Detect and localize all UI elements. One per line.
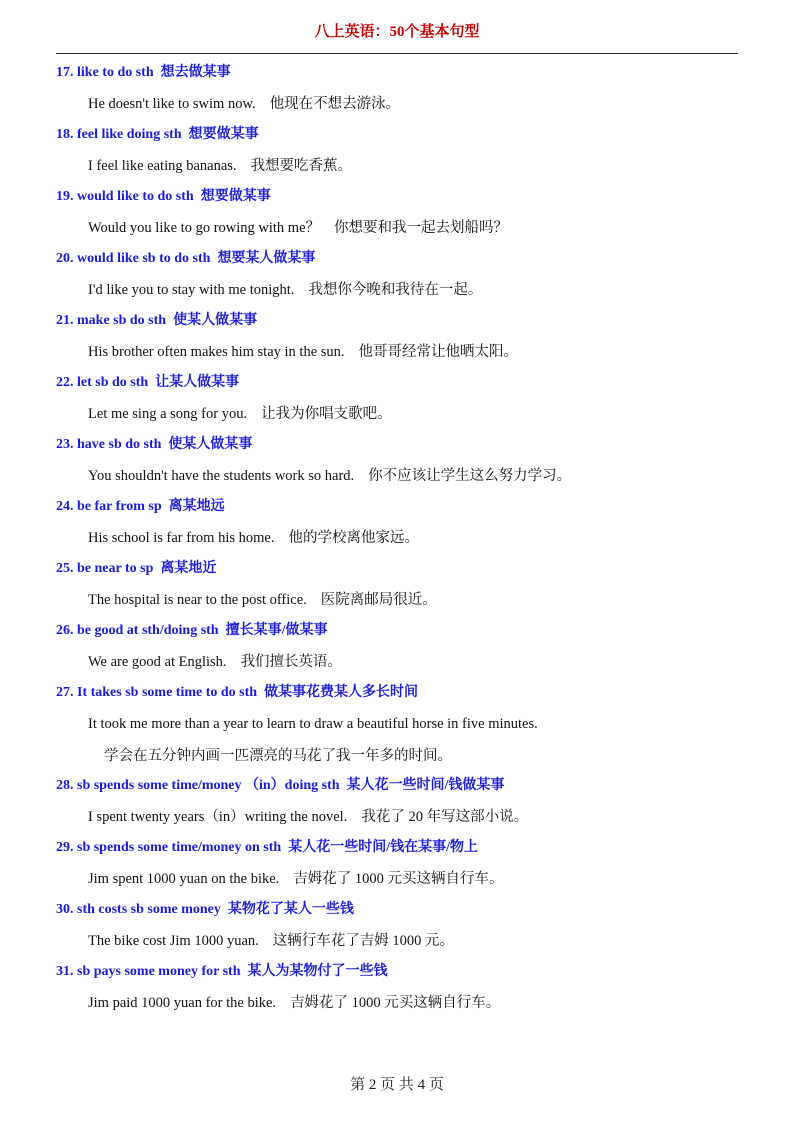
pattern-heading bbox=[56, 959, 746, 985]
pattern-meaning: 做某事花费某人多长时间 bbox=[264, 685, 419, 700]
sentence-pattern-item bbox=[56, 494, 746, 556]
pattern-phrase: sb pays some money for sth bbox=[77, 964, 241, 979]
example-sentence bbox=[56, 148, 746, 184]
pattern-phrase: let sb do sth bbox=[77, 375, 149, 390]
example-chinese: 他的学校离他家远。 bbox=[288, 530, 419, 546]
example-english: The bike cost Jim 1000 yuan. bbox=[88, 933, 259, 949]
sentence-pattern-item bbox=[56, 773, 746, 835]
pattern-heading bbox=[56, 246, 746, 272]
pattern-number: 17. bbox=[56, 65, 74, 80]
pattern-number: 20. bbox=[56, 251, 74, 266]
example-english: It took me more than a year to learn to draw a beautiful horse in five minutes. bbox=[88, 716, 538, 732]
pattern-meaning: 离某地远 bbox=[168, 499, 225, 514]
sentence-pattern-item bbox=[56, 959, 746, 1021]
pattern-number: 22. bbox=[56, 375, 74, 390]
example-chinese: 他哥哥经常让他晒太阳。 bbox=[358, 344, 519, 360]
example-sentence bbox=[56, 861, 746, 897]
example-sentence bbox=[56, 272, 746, 308]
pattern-number: 19. bbox=[56, 189, 74, 204]
pattern-phrase: would like sb to do sth bbox=[77, 251, 211, 266]
sentence-pattern-item bbox=[56, 897, 746, 959]
example-chinese: 你想要和我一起去划船吗？ bbox=[334, 220, 509, 236]
example-english: His school is far from his home. bbox=[88, 530, 275, 546]
example-english: The hospital is near to the post office. bbox=[88, 592, 307, 608]
pattern-number: 27. bbox=[56, 685, 74, 700]
sentence-pattern-item bbox=[56, 618, 746, 680]
example-sentence bbox=[56, 799, 746, 835]
example-english: We are good at English. bbox=[88, 654, 227, 670]
example-english: Jim spent 1000 yuan on the bike. bbox=[88, 871, 280, 887]
example-english: You shouldn't have the students work so hard. bbox=[88, 468, 355, 484]
page-number-footer: 第 2 页 共 4 页 bbox=[350, 1077, 444, 1093]
example-sentence bbox=[56, 210, 746, 246]
example-english: Let me sing a song for you. bbox=[88, 406, 248, 422]
pattern-phrase: make sb do sth bbox=[77, 313, 167, 328]
pattern-phrase: like to do sth bbox=[77, 65, 154, 80]
example-chinese: 我想要吃香蕉。 bbox=[250, 158, 353, 174]
pattern-heading bbox=[56, 184, 746, 210]
example-chinese: 我们擅长英语。 bbox=[240, 654, 343, 670]
pattern-meaning: 使某人做某事 bbox=[173, 313, 258, 328]
sentence-pattern-item bbox=[56, 184, 746, 246]
pattern-number: 26. bbox=[56, 623, 74, 638]
pattern-number: 25. bbox=[56, 561, 74, 576]
example-sentence bbox=[56, 985, 746, 1021]
page-header-title: 八上英语：50个基本句型 bbox=[314, 24, 480, 40]
pattern-heading bbox=[56, 618, 746, 644]
pattern-meaning: 离某地近 bbox=[160, 561, 217, 576]
sentence-pattern-item bbox=[56, 122, 746, 184]
example-english: I spent twenty years（in）writing the novel. bbox=[88, 809, 348, 825]
pattern-number: 28. bbox=[56, 778, 74, 793]
pattern-number: 18. bbox=[56, 127, 74, 142]
pattern-number: 24. bbox=[56, 499, 74, 514]
example-chinese: 我想你今晚和我待在一起。 bbox=[308, 282, 483, 298]
pattern-heading bbox=[56, 773, 746, 799]
pattern-heading bbox=[56, 556, 746, 582]
example-english: I feel like eating bananas. bbox=[88, 158, 237, 174]
pattern-heading bbox=[56, 60, 746, 86]
sentence-pattern-item bbox=[56, 556, 746, 618]
sentence-pattern-item bbox=[56, 246, 746, 308]
example-chinese: 医院离邮局很近。 bbox=[320, 592, 437, 608]
example-sentence bbox=[56, 644, 746, 680]
example-chinese: 你不应该让学生这么努力学习。 bbox=[368, 468, 572, 484]
pattern-meaning: 某人花一些时间/钱做某事 bbox=[346, 778, 505, 793]
pattern-phrase: sb spends some time/money （in）doing sth bbox=[77, 778, 340, 793]
example-english: He doesn't like to swim now. bbox=[88, 96, 256, 112]
sentence-pattern-item bbox=[56, 308, 746, 370]
pattern-number: 30. bbox=[56, 902, 74, 917]
pattern-meaning: 某人为某物付了一些钱 bbox=[247, 964, 388, 979]
pattern-number: 31. bbox=[56, 964, 74, 979]
example-chinese: 他现在不想去游泳。 bbox=[269, 96, 401, 112]
example-english: His brother often makes him stay in the sun. bbox=[88, 344, 345, 360]
pattern-heading bbox=[56, 308, 746, 334]
pattern-phrase: be far from sp bbox=[77, 499, 162, 514]
example-sentence bbox=[56, 334, 746, 370]
example-sentence bbox=[56, 923, 746, 959]
pattern-phrase: sth costs sb some money bbox=[77, 902, 221, 917]
sentence-pattern-list bbox=[56, 60, 746, 1021]
pattern-phrase: be good at sth/doing sth bbox=[77, 623, 219, 638]
pattern-heading bbox=[56, 122, 746, 148]
pattern-phrase: be near to sp bbox=[77, 561, 154, 576]
example-sentence bbox=[56, 706, 746, 742]
pattern-meaning: 想去做某事 bbox=[160, 65, 231, 80]
pattern-meaning: 让某人做某事 bbox=[155, 375, 240, 390]
example-chinese: 吉姆花了 1000 元买这辆自行车。 bbox=[290, 995, 501, 1011]
example-chinese: 我花了 20 年写这部小说。 bbox=[361, 809, 529, 825]
pattern-meaning: 想要做某事 bbox=[188, 127, 259, 142]
pattern-meaning: 某物花了某人一些钱 bbox=[227, 902, 354, 917]
example-sentence bbox=[56, 396, 746, 432]
example-sentence bbox=[56, 458, 746, 494]
pattern-meaning: 某人花一些时间/钱在某事/物上 bbox=[288, 840, 478, 855]
example-english: Jim paid 1000 yuan for the bike. bbox=[88, 995, 277, 1011]
example-sentence bbox=[56, 520, 746, 556]
pattern-meaning: 使某人做某事 bbox=[168, 437, 253, 452]
pattern-phrase: have sb do sth bbox=[77, 437, 162, 452]
example-chinese: 吉姆花了 1000 元买这辆自行车。 bbox=[293, 871, 504, 887]
pattern-heading bbox=[56, 432, 746, 458]
example-sentence bbox=[56, 582, 746, 618]
pattern-number: 21. bbox=[56, 313, 74, 328]
pattern-heading bbox=[56, 370, 746, 396]
example-chinese: 这辆行车花了吉姆 1000 元。 bbox=[272, 933, 455, 949]
example-english: I'd like you to stay with me tonight. bbox=[88, 282, 295, 298]
pattern-phrase: sb spends some time/money on sth bbox=[77, 840, 282, 855]
example-english: Would you like to go rowing with me？ bbox=[88, 220, 321, 236]
pattern-heading bbox=[56, 680, 746, 706]
pattern-number: 23. bbox=[56, 437, 74, 452]
pattern-phrase: feel like doing sth bbox=[77, 127, 182, 142]
example-sentence bbox=[56, 86, 746, 122]
sentence-pattern-item bbox=[56, 835, 746, 897]
pattern-number: 29. bbox=[56, 840, 74, 855]
example-chinese: 让我为你唱支歌吧。 bbox=[261, 406, 392, 422]
sentence-pattern-item bbox=[56, 60, 746, 122]
pattern-heading bbox=[56, 897, 746, 923]
pattern-phrase: would like to do sth bbox=[77, 189, 194, 204]
pattern-meaning: 想要做某事 bbox=[200, 189, 271, 204]
pattern-heading bbox=[56, 494, 746, 520]
pattern-meaning: 擅长某事/做某事 bbox=[225, 623, 328, 638]
header-divider bbox=[56, 53, 738, 54]
sentence-pattern-item bbox=[56, 370, 746, 432]
pattern-heading bbox=[56, 835, 746, 861]
sentence-pattern-item bbox=[56, 680, 746, 773]
example-chinese-translation: 学会在五分钟内画一匹漂亮的马花了我一年多的时间。 bbox=[104, 748, 452, 764]
pattern-phrase: It takes sb some time to do sth bbox=[77, 685, 258, 700]
pattern-meaning: 想要某人做某事 bbox=[217, 251, 316, 266]
sentence-pattern-item bbox=[56, 432, 746, 494]
